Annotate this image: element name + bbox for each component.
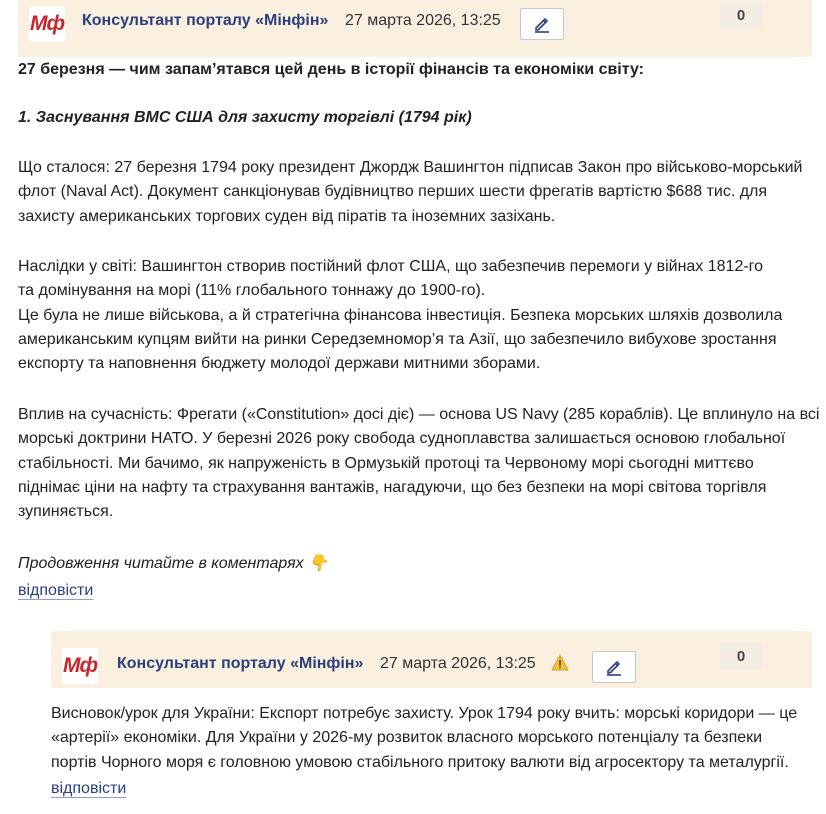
vote-counter: 0 [720, 643, 762, 669]
text-line: портів Чорного моря є головною умовою стабільного притоку валюти від агросектору та металургії. [51, 753, 789, 771]
author-name[interactable]: Консультант порталу «Мінфін» [82, 12, 329, 29]
comment-date: 27 марта 2026, 13:25 [380, 655, 536, 672]
text-line: Вплив на сучасність: Фрегати («Constitution» досі діє) — основа US Navy (285 кораблів). Це вплинуло на всі [18, 406, 820, 423]
pencil-icon [532, 14, 552, 34]
comment-date: 27 марта 2026, 13:25 [345, 12, 501, 29]
post-subheading: 1. Заснування ВМС США для захисту торгівлі (1794 рік) [18, 109, 472, 126]
text-line: захисту американських торгових суден від піратів та іноземних зазіхань. [18, 207, 556, 225]
paragraph-consequences [18, 255, 782, 376]
text-line: зупиняється. [18, 503, 114, 521]
author-name[interactable]: Консультант порталу «Мінфін» [117, 655, 364, 672]
text-line: піднімає ціни на нафту та страхування вантажів, нагадуючи, що без безпеки на морі світова торгівля [18, 478, 767, 496]
text-line: Це була не лише військова, а й стратегічна фінансова інвестиція. Безпека морських шляхів дозволила [18, 306, 783, 324]
comment-header [51, 631, 812, 688]
comment-header [18, 0, 812, 57]
reply-link[interactable]: відповісти [18, 582, 94, 599]
minfin-logo: Мф [62, 648, 98, 684]
post-heading: 27 березня — чим запам’ятався цей день в історії фінансів та економіки світу: [18, 61, 644, 78]
text-line: флот (Naval Act). Документ санкціонував будівництво перших шести фрегатів вартістю $688 тис. для [18, 183, 768, 201]
text-line: американським купцям вийти на ринки Середземномор’я та Азії, що забезпечило вибухове зростання [18, 330, 777, 348]
text-line: Наслідки у світі: Вашингтон створив постійний флот США, що забезпечив перемоги у війнах 1812-го [18, 258, 764, 275]
text-line: Висновок/урок для України: Експорт потребує захисту. Урок 1794 року вчить: морські коридори — це [51, 705, 798, 722]
minfin-logo: Мф [29, 6, 65, 42]
continue-note: Продовження читайте в коментарях 👇 [18, 555, 329, 572]
vote-counter: 0 [720, 2, 762, 28]
edit-button[interactable] [520, 8, 564, 40]
text-line: «артерії» економіки. Для України у 2026-му розвиток власного морського потенціалу та безпеки [51, 729, 763, 747]
warning-icon[interactable] [551, 654, 569, 671]
paragraph-what-happened [18, 156, 802, 229]
text-line: експорту та наповнення бюджету молодої держави митними зборами. [18, 355, 541, 373]
reply-link[interactable]: відповісти [51, 780, 127, 797]
edit-button[interactable] [592, 651, 636, 683]
text-line: та домінування на морі (11% глобального тоннажу до 1900-го). [18, 282, 486, 300]
reply-body [51, 702, 797, 775]
paragraph-modern-impact [18, 403, 819, 524]
text-line: Що сталося: 27 березня 1794 року президент Джордж Вашингтон підписав Закон про військово-морський [18, 159, 803, 176]
text-line: морські доктрини НАТО. У березні 2026 року свобода судноплавства залишається основою глобальної [18, 430, 786, 448]
pencil-icon [604, 657, 624, 677]
text-line: стабільності. Ми бачимо, як напруженість в Ормузькій протоці та Червоному морі сьогодні миттєво [18, 454, 754, 472]
